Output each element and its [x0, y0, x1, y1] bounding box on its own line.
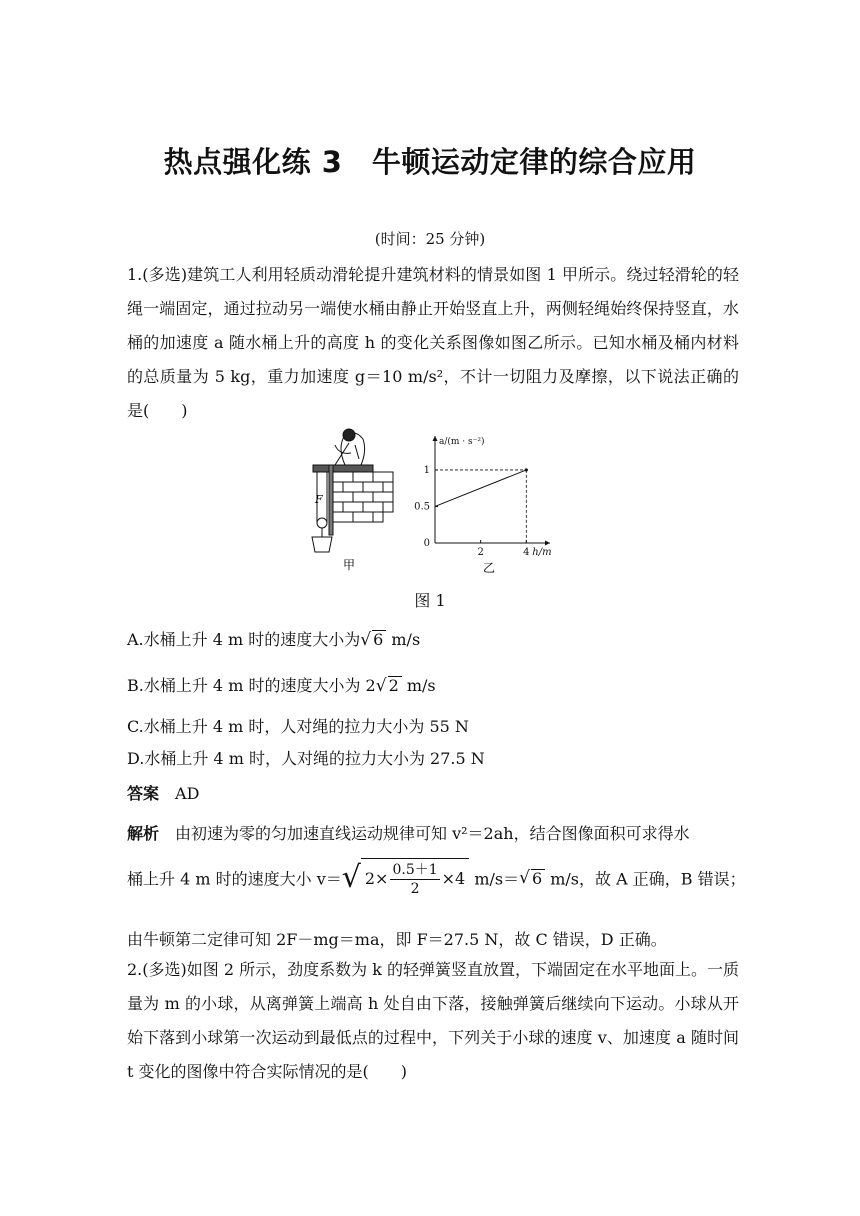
q1-stem: 1.(多选)建筑工人利用轻质动滑轮提升建筑材料的情景如图 1 甲所示。绕过轻滑轮的轻绳一端固定，通过拉动另一端使水桶由静止开始竖直上升，两侧轻绳始终保持竖直，水桶的加速度 a 随水桶上升的高度 h 的变化关系图像如图乙所示。已知水桶及桶内材料的总质量为 5 kg，重力加速度 g＝10 m/s²，不计一切阻力及摩擦，以下说法正确的是( )	[127, 265, 739, 420]
y-tick-label: 1	[423, 464, 430, 476]
figure-1-drawing	[305, 425, 565, 580]
time-limit: (时间：25 分钟)	[374, 230, 486, 248]
option-b-unit: m/s	[401, 676, 436, 695]
page-title: 热点强化练 3 牛顿运动定律的综合应用	[163, 145, 697, 179]
x-axis-label: h/m	[532, 547, 552, 558]
a-h-chart	[414, 436, 552, 558]
option-b-radicand: 2	[388, 676, 402, 695]
answer-line	[127, 781, 199, 804]
figure-1	[305, 425, 565, 584]
fraction-numerator: 0.5＋1	[392, 862, 438, 878]
pulley-icon	[317, 518, 327, 528]
y-axis-arrow-icon	[433, 436, 438, 441]
analysis-radicand: 6	[531, 869, 545, 888]
option-c[interactable]: C.水桶上升 4 m 时，人对绳的拉力大小为 55 N	[127, 717, 469, 736]
sqrt-symbol: √	[375, 676, 387, 696]
q2-stem: 2.(多选)如图 2 所示，劲度系数为 k 的轻弹簧竖直放置，下端固定在水平地面上。一质量为 m 的小球，从离弹簧上端高 h 处自由下落，接触弹簧后继续向下运动。小球从开始下落到小球第一次运动到最低点的过程中，下列关于小球的速度 v、加速度 a 随时间 t 变化的图像中符合实际情况的是( )	[127, 960, 739, 1081]
fraction	[390, 861, 439, 898]
analysis-text-2: 桶上升 4 m 时的速度大小 v＝	[127, 869, 342, 889]
figure-label-right: 乙	[483, 561, 496, 575]
figure-1-caption: 图 1	[414, 591, 446, 610]
figure-label-left: 甲	[343, 558, 356, 572]
brick-wall	[333, 472, 393, 522]
analysis-text-2-post: m/s，故 A 正确，B 错误；	[545, 869, 746, 889]
analysis-sqrt: √ 2× $\frac{0.5+1}{2}$ ×4	[342, 858, 469, 898]
option-a[interactable]	[127, 627, 420, 650]
analysis-label: 解析	[127, 824, 160, 843]
analysis-text-2-mid: m/s＝	[469, 869, 520, 889]
y-axis-label: a/(m · s⁻²)	[439, 437, 485, 447]
sqrt-part-a: 2×	[364, 869, 389, 888]
answer-label: 答案	[127, 784, 160, 803]
sqrt-part-b: ×4	[441, 869, 466, 888]
y-tick-label: 0.5	[414, 501, 430, 513]
option-a-radicand: 6	[372, 630, 386, 649]
x-tick-label: 4	[523, 547, 530, 558]
analysis-line-2	[127, 858, 746, 898]
option-a-unit: m/s	[386, 630, 421, 649]
bucket-icon	[312, 537, 332, 552]
answer-value: AD	[175, 784, 200, 803]
data-point	[525, 468, 528, 471]
origin-label: 0	[423, 538, 430, 549]
force-label: F	[315, 493, 323, 506]
option-a-text: A.水桶上升 4 m 时的速度大小为	[127, 630, 361, 649]
analysis-line-1	[127, 821, 690, 844]
sqrt-symbol: √	[519, 868, 530, 888]
x-axis-arrow-icon	[545, 541, 550, 546]
sqrt-symbol: √	[360, 630, 372, 650]
option-b-text: B.水桶上升 4 m 时的速度大小为 2	[127, 676, 376, 695]
x-tick-label: 2	[477, 547, 484, 558]
series-line	[435, 470, 526, 507]
worker-illustration	[312, 429, 393, 552]
analysis-text-1: 由初速为零的匀加速直线运动规律可知 v²＝2ah，结合图像面积可求得水	[159, 824, 690, 843]
analysis-line-3: 由牛顿第二定律可知 2F－mg＝ma，即 F＝27.5 N，故 C 错误，D 正确。	[127, 930, 667, 949]
option-d[interactable]: D.水桶上升 4 m 时，人对绳的拉力大小为 27.5 N	[127, 749, 485, 768]
option-b[interactable]	[127, 673, 436, 696]
fraction-denominator: 2	[410, 881, 420, 897]
